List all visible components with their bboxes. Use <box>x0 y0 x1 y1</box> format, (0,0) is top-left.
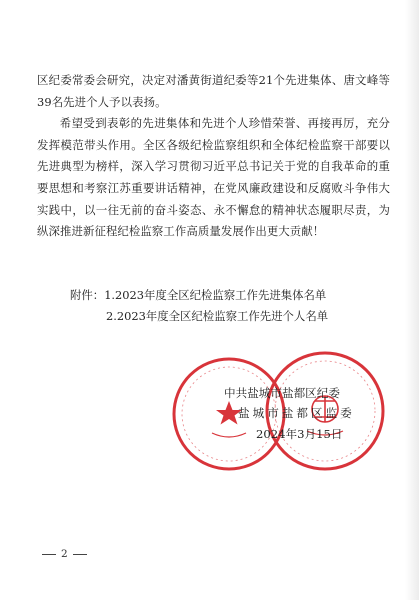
attachment-row-2 <box>70 306 328 327</box>
page-footer <box>37 548 92 560</box>
attachment-item-1: 1.2023年度全区纪检监察工作先进集体名单 <box>104 288 327 302</box>
page-number: 2 <box>61 548 68 560</box>
signer-2: 盐城市盐都区监委 <box>238 406 355 420</box>
issue-date: 2024年3月15日 <box>256 427 343 441</box>
attachments-label: 附件： <box>70 288 105 302</box>
signature-block <box>0 355 419 475</box>
paragraph-2: 希望受到表彰的先进集体和先进个人珍惜荣誉、再接再厉，充分发挥模范带头作用。全区各级纪检监察组织和全体纪检监察干部要以先进典型为榜样，深入学习贯彻习近平总书记关于党的自我革命的重要思想和考察江苏重要讲话精神，在党风廉政建设和反腐败斗争伟大实践中，以一往无前的奋斗姿态、永不懈怠的精神状态履职尽责，为纵深推进新征程纪检监察工作高质量发展作出更大贡献！ <box>37 116 390 239</box>
page-edge-shadow <box>405 0 419 600</box>
attachment-row-1 <box>70 285 328 306</box>
paragraph-1: 区纪委常委会研究，决定对潘黄街道纪委等21个先进集体、唐文峰等39名先进个人予以表扬。 <box>37 73 390 109</box>
attachments-block <box>70 285 328 327</box>
attachment-item-2: 2.2023年度全区纪检监察工作先进个人名单 <box>106 309 329 323</box>
document-body <box>37 70 390 243</box>
signer-1: 中共盐城市盐都区纪委 <box>224 386 340 400</box>
